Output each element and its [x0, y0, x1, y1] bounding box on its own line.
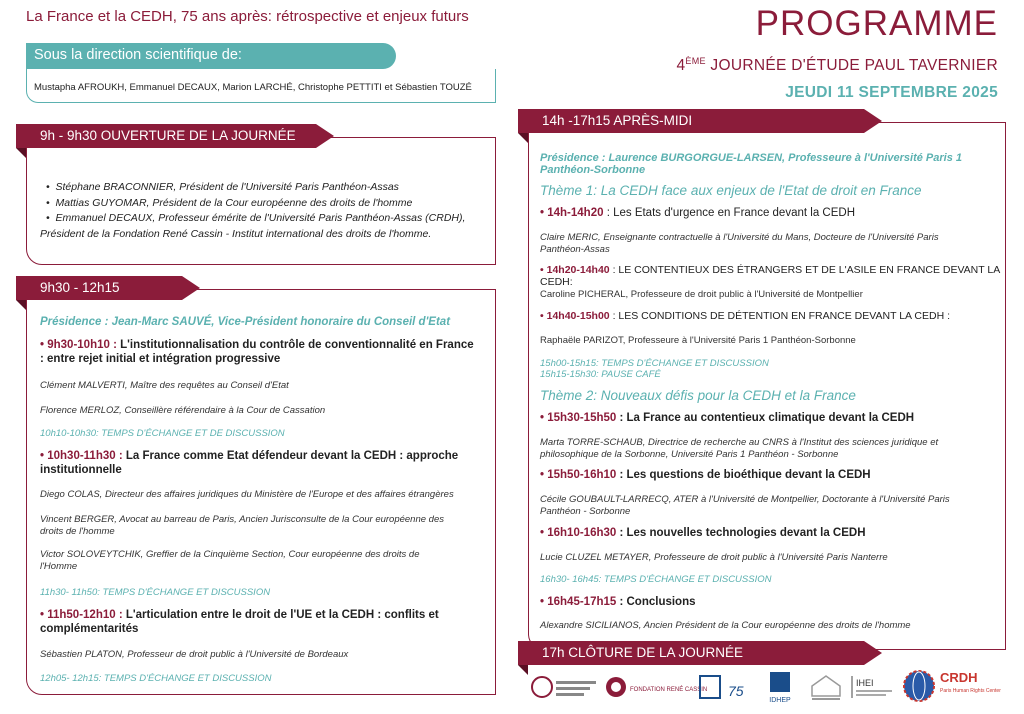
- talk-2: • 10h30-11h30 : La France comme Etat défendeur devant la CEDH : approche: [40, 450, 459, 462]
- speaker: Victor SOLOVEYTCHIK, Greffier de la Cinquième Section, Cour européenne des droits de: [40, 549, 420, 560]
- speaker: Clément MALVERTI, Maître des requêtes au Conseil d'Etat: [40, 380, 289, 391]
- speaker: Diego COLAS, Directeur des affaires juridiques du Ministère de l'Europe et des affaires étrangères: [40, 489, 454, 500]
- speaker-cont: l'Homme: [40, 561, 78, 572]
- partner-logos: [530, 668, 1000, 708]
- pause-3: 12h05- 12h15: TEMPS D'ÉCHANGE ET DISCUSSION: [40, 673, 272, 684]
- crdh-text: CRDH: [940, 670, 978, 685]
- theme-1: Thème 1: La CEDH face aux enjeux de l'Etat de droit en France: [540, 183, 922, 198]
- speaker: Lucie CLUZEL METAYER, Professeure de droit public à l'Université Paris Nanterre: [540, 552, 888, 563]
- talk-1-cont: : entre rejet initial et intégration progressive: [40, 353, 281, 365]
- ribbon-notch: [518, 133, 528, 143]
- afternoon-ribbon: 14h -17h15 APRÈS-MIDI: [518, 109, 864, 133]
- speaker: Cécile GOUBAULT-LARRECQ, ATER à l'Université de Montpellier, Doctorante à l'Université Paris: [540, 494, 950, 505]
- closing-ribbon: 17h CLÔTURE DE LA JOURNÉE: [518, 641, 864, 665]
- speaker-cont: Panthéon - Sorbonne: [540, 506, 631, 517]
- talk-a5: • 15h50-16h10 : Les questions de bioéthique devant la CEDH: [540, 469, 871, 481]
- theme-2: Thème 2: Nouveaux défis pour la CEDH et la France: [540, 388, 856, 403]
- speaker: Raphaële PARIZOT, Professeure à l'Université Paris 1 Panthéon-Sorbonne: [540, 335, 856, 346]
- speaker-cont: Panthéon-Assas: [540, 244, 610, 255]
- speaker-cont: droits de l'homme: [40, 526, 115, 537]
- cassin-seal-logo: [530, 672, 600, 702]
- talk-2-cont: institutionnelle: [40, 464, 122, 476]
- talk-a1: • 14h-14h20 : Les Etats d'urgence en France devant la CEDH: [540, 207, 855, 219]
- opening-ribbon: 9h - 9h30 OUVERTURE DE LA JOURNÉE: [16, 124, 316, 148]
- opening-item-3: • Emmanuel DECAUX, Professeur émérite de l'Université Paris Panthéon-Assas (CRDH),: [46, 212, 466, 224]
- ihei-logo: [850, 672, 898, 702]
- globe-logo: [902, 669, 936, 703]
- ribbon-notch: [518, 665, 528, 675]
- crdh-logo: [938, 668, 1000, 702]
- event-title: La France et la CEDH, 75 ans après: rétrospective et enjeux futurs: [26, 8, 469, 25]
- ribbon-notch: [16, 148, 26, 158]
- pause-a1: 15h00-15h15: TEMPS D'ÉCHANGE ET DISCUSSION: [540, 358, 769, 369]
- direction-names: Mustapha AFROUKH, Emmanuel DECAUX, Marion LARCHÉ, Christophe PETTITI et Sébastien TOUZÉ: [34, 82, 472, 93]
- seventyfive-text: 75: [728, 683, 744, 699]
- opening-item-3-cont: Président de la Fondation René Cassin - Institut international des droits de l'homme.: [40, 228, 432, 240]
- ribbon-notch: [16, 300, 26, 310]
- speaker: Sébastien PLATON, Professeur de droit public à l'Université de Bordeaux: [40, 649, 349, 660]
- talk-3-cont: complémentarités: [40, 623, 139, 635]
- pause-1: 10h10-10h30: TEMPS D'ÉCHANGE ET DE DISCUSSION: [40, 428, 285, 439]
- talk-a2: • 14h20-14h40 : LE CONTENTIEUX DES ÉTRANGERS ET DE L'ASILE EN FRANCE DEVANT LA CEDH:: [540, 264, 1000, 288]
- subtitle-text: JOURNÉE D'ÉTUDE PAUL TAVERNIER: [705, 57, 998, 75]
- pause-a1b: 15h15-15h30: PAUSE CAFÉ: [540, 369, 661, 380]
- subtitle-superscript: ÈME: [685, 56, 706, 66]
- speaker-cont: philosophique de la Sorbonne, Université Paris 1 Panthéon - Sorbonne: [540, 449, 839, 460]
- speaker: Marta TORRE-SCHAUB, Directrice de recherche au CNRS à l'Institut des sciences juridique et: [540, 437, 939, 448]
- ihei-text: IHEI: [856, 678, 874, 688]
- afternoon-panel: [528, 122, 1006, 650]
- talk-a4: • 15h30-15h50 : La France au contentieux climatique devant la CEDH: [540, 412, 915, 424]
- programme-title: PROGRAMME: [755, 4, 998, 43]
- morning-ribbon: 9h30 - 12h15: [16, 276, 182, 300]
- talk-3: • 11h50-12h10 : L'articulation entre le droit de l'UE et la CEDH : conflits et: [40, 609, 439, 621]
- seventyfive-logo: [698, 672, 754, 702]
- subtitle-number: 4: [676, 57, 686, 75]
- speaker: Alexandre SICILIANOS, Ancien Président de la Cour européenne des droits de l'homme: [540, 620, 911, 631]
- opening-item-1: • Stéphane BRACONNIER, Président de l'Université Paris Panthéon-Assas: [46, 181, 399, 193]
- talk-a3: • 14h40-15h00 : LES CONDITIONS DE DÉTENTION EN FRANCE DEVANT LA CEDH :: [540, 310, 950, 322]
- morning-presidence: Présidence : Jean-Marc SAUVÉ, Vice-Président honoraire du Conseil d'Etat: [40, 316, 451, 328]
- pause-a2: 16h30- 16h45: TEMPS D'ÉCHANGE ET DISCUSSION: [540, 574, 772, 585]
- cassin-text: FONDATION RENÉ CASSIN: [630, 687, 708, 693]
- direction-label: Sous la direction scientifique de:: [26, 43, 396, 69]
- afternoon-presidence: Présidence : Laurence BURGORGUE-LARSEN, Professeure à l'Université Paris 1: [540, 152, 962, 164]
- talk-a6: • 16h10-16h30 : Les nouvelles technologies devant la CEDH: [540, 527, 866, 539]
- pause-2: 11h30- 11h50: TEMPS D'ÉCHANGE ET DISCUSSION: [40, 587, 271, 598]
- programme-subtitle: [677, 56, 999, 75]
- speaker: Caroline PICHERAL, Professeure de droit public à l'Université de Montpellier: [540, 289, 863, 300]
- talk-a7: • 16h45-17h15 : Conclusions: [540, 596, 696, 608]
- speaker: Claire MERIC, Enseignante contractuelle à l'Université du Mans, Docteure de l'Université Paris: [540, 232, 939, 243]
- speaker: Vincent BERGER, Avocat au barreau de Paris, Ancien Jurisconsulte de la Cour européenne des: [40, 514, 444, 525]
- crdh-subtext: Paris Human Rights Center: [940, 688, 1001, 694]
- speaker: Florence MERLOZ, Conseillère référendaire à la Cour de Cassation: [40, 405, 326, 416]
- afternoon-presidence-cont: Panthéon-Sorbonne: [540, 164, 646, 176]
- fondation-cassin-logo: [604, 672, 708, 702]
- pantheon-assas-logo: [806, 672, 846, 702]
- talk-1: • 9h30-10h10 : L'institutionnalisation du contrôle de conventionnalité en France: [40, 339, 474, 351]
- idhep-text: IDHEP: [769, 697, 791, 704]
- opening-item-2: • Mattias GUYOMAR, Président de la Cour européenne des droits de l'homme: [46, 197, 413, 209]
- programme-date: JEUDI 11 SEPTEMBRE 2025: [785, 84, 998, 101]
- idhep-logo: [760, 672, 800, 704]
